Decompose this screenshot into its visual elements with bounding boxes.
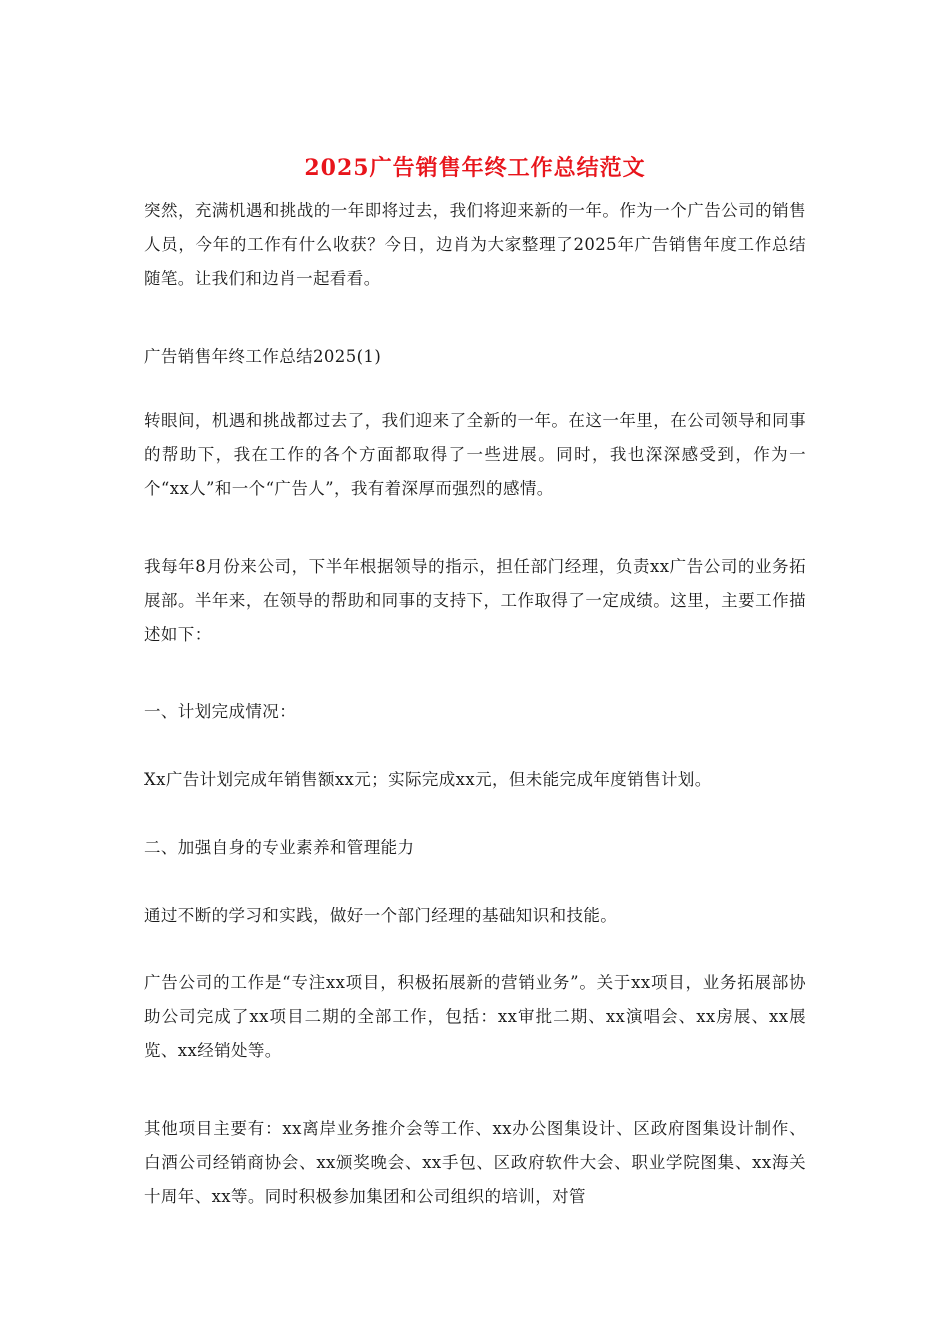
paragraph-learning: 通过不断的学习和实践，做好一个部门经理的基础知识和技能。	[144, 906, 618, 925]
paragraph-projects: 广告公司的工作是“专注xx项目，积极拓展新的营销业务”。关于xx项目，业务拓展部协助公司完成了xx项目二期的全部工作，包括：xx审批二期、xx演唱会、xx房展、xx展览、xx经销处等。	[144, 973, 806, 1060]
heading-plan-completion: 一、计划完成情况：	[144, 702, 297, 721]
document-title: 2025广告销售年终工作总结范文	[304, 155, 646, 181]
intro-paragraph: 突然，充满机遇和挑战的一年即将过去，我们将迎来新的一年。作为一个广告公司的销售人员，今年的工作有什么收获？今日，边肖为大家整理了2025年广告销售年度工作总结随笔。让我们和边肖一起看看。	[144, 201, 806, 288]
heading-professional-skills: 二、加强自身的专业素养和管理能力	[144, 838, 415, 857]
section-heading-1: 广告销售年终工作总结2025(1)	[144, 347, 382, 366]
paragraph-other-projects: 其他项目主要有：xx离岸业务推介会等工作、xx办公图集设计、区政府图集设计制作、白酒公司经销商协会、xx颁奖晚会、xx手包、区政府软件大会、职业学院图集、xx海关十周年、xx等。同时积极参加集团和公司组织的培训，对管	[144, 1119, 806, 1206]
paragraph-overview: 转眼间，机遇和挑战都过去了，我们迎来了全新的一年。在这一年里，在公司领导和同事的帮助下，我在工作的各个方面都取得了一些进展。同时，我也深深感受到，作为一个“xx人”和一个“广告人”，我有着深厚而强烈的感情。	[144, 411, 806, 498]
paragraph-role: 我每年8月份来公司，下半年根据领导的指示，担任部门经理，负责xx广告公司的业务拓展部。半年来，在领导的帮助和同事的支持下，工作取得了一定成绩。这里，主要工作描述如下：	[144, 557, 806, 644]
paragraph-sales-result: Xx广告计划完成年销售额xx元；实际完成xx元，但未能完成年度销售计划。	[144, 770, 712, 789]
